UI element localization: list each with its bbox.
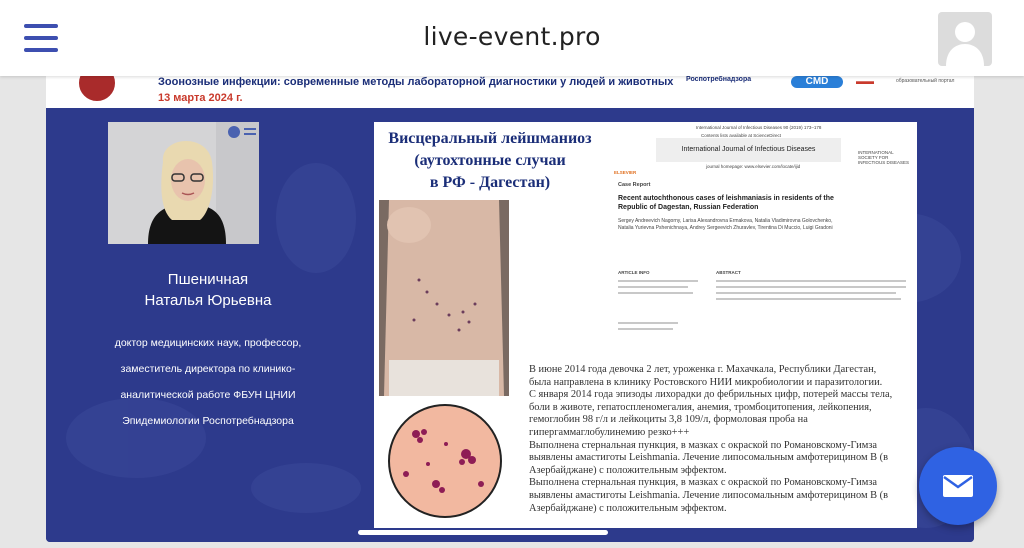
text-placeholder-line: [618, 322, 678, 324]
journal-citation: International Journal of Infectious Diseases 90 (2019) 173–178: [696, 125, 822, 130]
conference-date: 13 марта 2024 г.: [158, 92, 243, 104]
article-authors: Sergey Andreevich Nagorny, Larisa Alexandrovna Ermakova, Natalia Vladimirovna Golovchenko, Natalia Yurievna Pshenichnaya, Andrey Sergeevich Zhuravlev, Tirentina Di Muccio, Luigi Gradoni: [618, 218, 833, 231]
article-type: Case Report: [618, 182, 651, 188]
slide-text-line: В июне 2014 года девочка 2 лет, уроженка г. Махачкала, Республики Дагестан,: [529, 364, 877, 375]
partner-logo-icon: ▬▬: [856, 76, 874, 86]
speaker-role: [108, 330, 308, 434]
text-placeholder-line: [716, 292, 896, 294]
site-title: live-event.pro: [423, 22, 601, 51]
speaker-surname: Пшеничная: [167, 271, 249, 288]
text-placeholder-line: [716, 286, 906, 288]
journal-article: [606, 122, 917, 362]
abstract-heading: ABSTRACT: [716, 270, 741, 275]
user-avatar-icon[interactable]: [938, 12, 992, 66]
video-stream[interactable]: [46, 76, 974, 542]
slide-text-line: Выполнена стернальная пункция, в мазках с окраской по Романовскому-Гимза: [529, 439, 877, 451]
slide-text-line: гемоглобин 98 г/л и лейкоциты 3,8 109/л, формоловая проба на: [529, 414, 808, 426]
text-placeholder-line: [716, 280, 906, 282]
slide-title-line: (аутохтонные случаи: [414, 152, 566, 169]
patient-photo: [379, 200, 509, 396]
text-placeholder-line: [618, 328, 673, 330]
conference-emblem-icon: [76, 76, 118, 104]
slide-text-line: выявлены амастиготы Leishmania. Лечение липосомальным амфотерицином В (в: [529, 489, 889, 501]
speaker-role-line: заместитель директора по клинико-: [120, 363, 296, 375]
cmd-logo: CMD: [791, 76, 843, 88]
speaker-role-line: доктор медицинских наук, профессор,: [114, 337, 302, 349]
rospotrebnadzor-logo: Роспотребнадзора: [686, 76, 752, 83]
journal-contents: Contents lists available at ScienceDirect: [701, 133, 782, 138]
microscopy-photo: [376, 404, 514, 519]
top-bar: [0, 0, 1024, 76]
partner-logo-label: образовательный портал: [896, 78, 955, 84]
slide-text-line: боли в животе, гепатоспленомегалия, анемия, тромбоцитопения, лейкопения,: [529, 401, 872, 413]
text-placeholder-line: [618, 286, 688, 288]
slide-title-line: в РФ - Дагестан): [429, 174, 551, 191]
slide-text-line: была направлена в клинику Ростовского НИИ микробиологии и паразитологии.: [529, 376, 883, 388]
speaker-camera: [108, 122, 259, 244]
article-info-heading: ARTICLE INFO: [618, 270, 650, 275]
slide-title: [374, 128, 606, 194]
presentation-slide: [374, 122, 917, 528]
society-logo: INTERNATIONAL SOCIETY FOR INFECTIOUS DISEASES: [858, 150, 910, 165]
speaker-given-names: Наталья Юрьевна: [144, 292, 272, 309]
slide-text-line: гипергаммаглобулинемию резко+++: [529, 426, 690, 438]
slide-text-line: Выполнена стернальная пункция, в мазках с окраской по Романовскому-Гимза: [529, 477, 877, 489]
slide-text-line: Азербайджане) с положительным эффектом.: [529, 502, 727, 514]
speaker-role-line: Эпидемиологии Роспотребнадзора: [122, 415, 294, 427]
mail-button[interactable]: [919, 447, 997, 525]
slide-text-line: выявлены амастиготы Leishmania. Лечение липосомальным амфотерицином В (в: [529, 452, 889, 464]
text-placeholder-line: [716, 298, 901, 300]
conference-title: Зоонозные инфекции: современные методы лабораторной диагностики у людей и животных: [158, 76, 674, 88]
publisher-logo: ELSEVIER: [614, 170, 637, 175]
slide-body-text: [529, 364, 909, 515]
slide-title-line: Висцеральный лейшманиоз: [388, 130, 592, 147]
scroll-handle[interactable]: [358, 530, 608, 535]
journal-name: International Journal of Infectious Diseases: [656, 138, 841, 162]
speaker-name: [108, 269, 308, 311]
speaker-role-line: аналитической работе ФБУН ЦНИИ: [120, 389, 296, 401]
text-placeholder-line: [618, 292, 693, 294]
journal-homepage: journal homepage: www.elsevier.com/locate/ijid: [706, 164, 801, 169]
conference-header: [46, 76, 974, 108]
slide-text-line: Азербайджане) с положительным эффектом.: [529, 464, 727, 476]
article-title: Recent autochthonous cases of leishmaniasis in residents of the Republic of Dagestan, Russian Federation: [618, 195, 834, 211]
slide-text-line: С января 2014 года эпизоды лихорадки до фебрильных цифр, потерей массы тела,: [529, 389, 893, 401]
mail-icon: [919, 447, 997, 525]
text-placeholder-line: [618, 280, 698, 282]
